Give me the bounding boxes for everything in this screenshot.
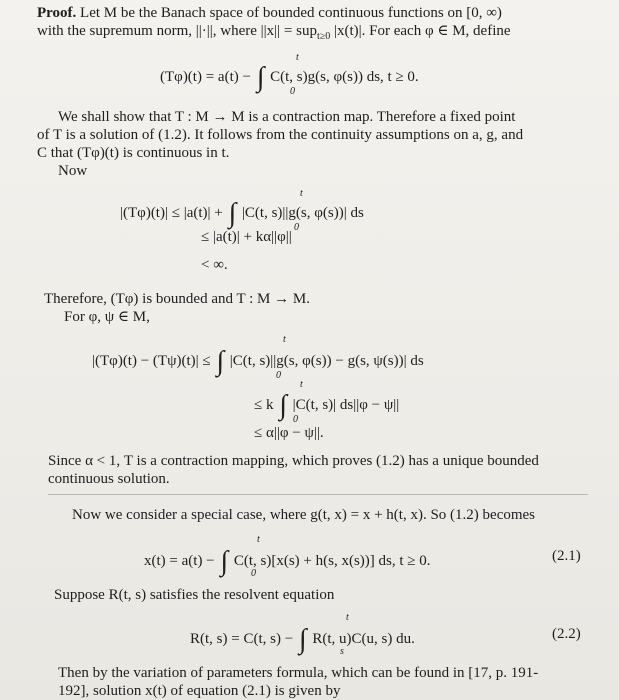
equation-bound-3: < ∞. bbox=[201, 257, 228, 273]
text: with the supremum norm, ||·||, where ||x|| = sup bbox=[37, 23, 317, 39]
proof-label: Proof. bbox=[37, 5, 77, 21]
eq-right: C(t, s)g(s, φ(s)) ds, t ≥ 0. bbox=[270, 69, 419, 85]
equation-T-phi bbox=[160, 62, 419, 93]
upper-limit: t bbox=[283, 334, 286, 345]
paragraph-line: continuous solution. bbox=[48, 471, 170, 487]
proof-line-2 bbox=[37, 22, 511, 46]
upper-limit: t bbox=[296, 52, 299, 63]
eq-right: R(t, u)C(u, s) du. bbox=[312, 631, 415, 647]
integral-sign: ∫ bbox=[228, 198, 237, 229]
lower-limit: 0 bbox=[293, 414, 298, 425]
upper-limit: t bbox=[257, 534, 260, 545]
upper-limit: t bbox=[300, 188, 303, 199]
paragraph-line: Therefore, (Tφ) is bounded and T : M → M. bbox=[44, 291, 310, 307]
equation-bound-2: ≤ |a(t)| + kα||φ|| bbox=[201, 229, 292, 245]
paragraph-line: Now bbox=[58, 163, 88, 179]
upper-limit: t bbox=[300, 379, 303, 390]
eq-right: |C(t, s)||g(s, φ(s))| ds bbox=[241, 205, 364, 221]
paragraph-line: Suppose R(t, s) satisfies the resolvent equation bbox=[54, 587, 335, 603]
lower-limit: 0 bbox=[276, 370, 281, 381]
upper-limit: t bbox=[346, 612, 349, 623]
equation-number: (2.2) bbox=[552, 626, 581, 642]
equation-contraction-3: ≤ α||φ − ψ||. bbox=[254, 425, 324, 441]
equation-bound-1 bbox=[120, 198, 364, 229]
lower-limit: s bbox=[340, 646, 344, 657]
paragraph-line: Then by the variation of parameters formula, which can be found in [17, p. 191- bbox=[58, 665, 539, 681]
equation-2-1 bbox=[144, 546, 431, 577]
text: Let M be the Banach space of bounded continuous functions on [0, ∞) bbox=[80, 5, 502, 21]
equation-contraction-2 bbox=[254, 390, 400, 421]
paragraph-line: We shall show that T : M → M is a contraction map. Therefore a fixed point bbox=[58, 109, 516, 125]
integral-sign: ∫ bbox=[220, 546, 229, 577]
paragraph-line: of T is a solution of (1.2). It follows from the continuity assumptions on a, g, and bbox=[37, 127, 524, 143]
lower-limit: 0 bbox=[290, 86, 295, 97]
proof-line-1 bbox=[37, 4, 502, 22]
integral-sign: ∫ bbox=[216, 346, 225, 377]
lower-limit: 0 bbox=[294, 222, 299, 233]
eq-right: |C(t, s)||g(s, φ(s)) − g(s, ψ(s))| ds bbox=[229, 353, 424, 369]
eq-left: R(t, s) = C(t, s) − bbox=[190, 631, 294, 647]
eq-right: C(t, s)[x(s) + h(s, x(s))] ds, t ≥ 0. bbox=[233, 553, 431, 569]
integral-sign: ∫ bbox=[298, 624, 307, 655]
equation-contraction-1 bbox=[92, 346, 424, 377]
paragraph-line: Since α < 1, T is a contraction mapping, which proves (1.2) has a unique bounded bbox=[48, 453, 539, 469]
eq-left: (Tφ)(t) = a(t) − bbox=[160, 69, 251, 85]
eq-right: |C(t, s)| ds||φ − ψ|| bbox=[292, 397, 400, 413]
paragraph-line: For φ, ψ ∈ M, bbox=[64, 309, 150, 325]
integral-sign: ∫ bbox=[279, 390, 287, 421]
page-divider bbox=[48, 494, 588, 495]
paragraph-line: 192], solution x(t) of equation (2.1) is given by bbox=[58, 683, 341, 699]
text: |x(t)|. For each φ ∈ M, define bbox=[333, 23, 511, 39]
equation-2-2 bbox=[190, 624, 415, 655]
eq-left: |(Tφ)(t) − (Tψ)(t)| ≤ bbox=[92, 353, 211, 369]
equation-number: (2.1) bbox=[552, 548, 581, 564]
sup-subscript: t≥0 bbox=[316, 31, 331, 42]
integral-sign: ∫ bbox=[256, 62, 265, 93]
paragraph-line: C that (Tφ)(t) is continuous in t. bbox=[37, 145, 230, 161]
eq-left: ≤ k bbox=[254, 397, 274, 413]
lower-limit: 0 bbox=[251, 568, 256, 579]
paragraph-line: Now we consider a special case, where g(t, x) = x + h(t, x). So (1.2) becomes bbox=[72, 507, 536, 523]
eq-left: |(Tφ)(t)| ≤ |a(t)| + bbox=[120, 205, 223, 221]
eq-left: x(t) = a(t) − bbox=[144, 553, 215, 569]
